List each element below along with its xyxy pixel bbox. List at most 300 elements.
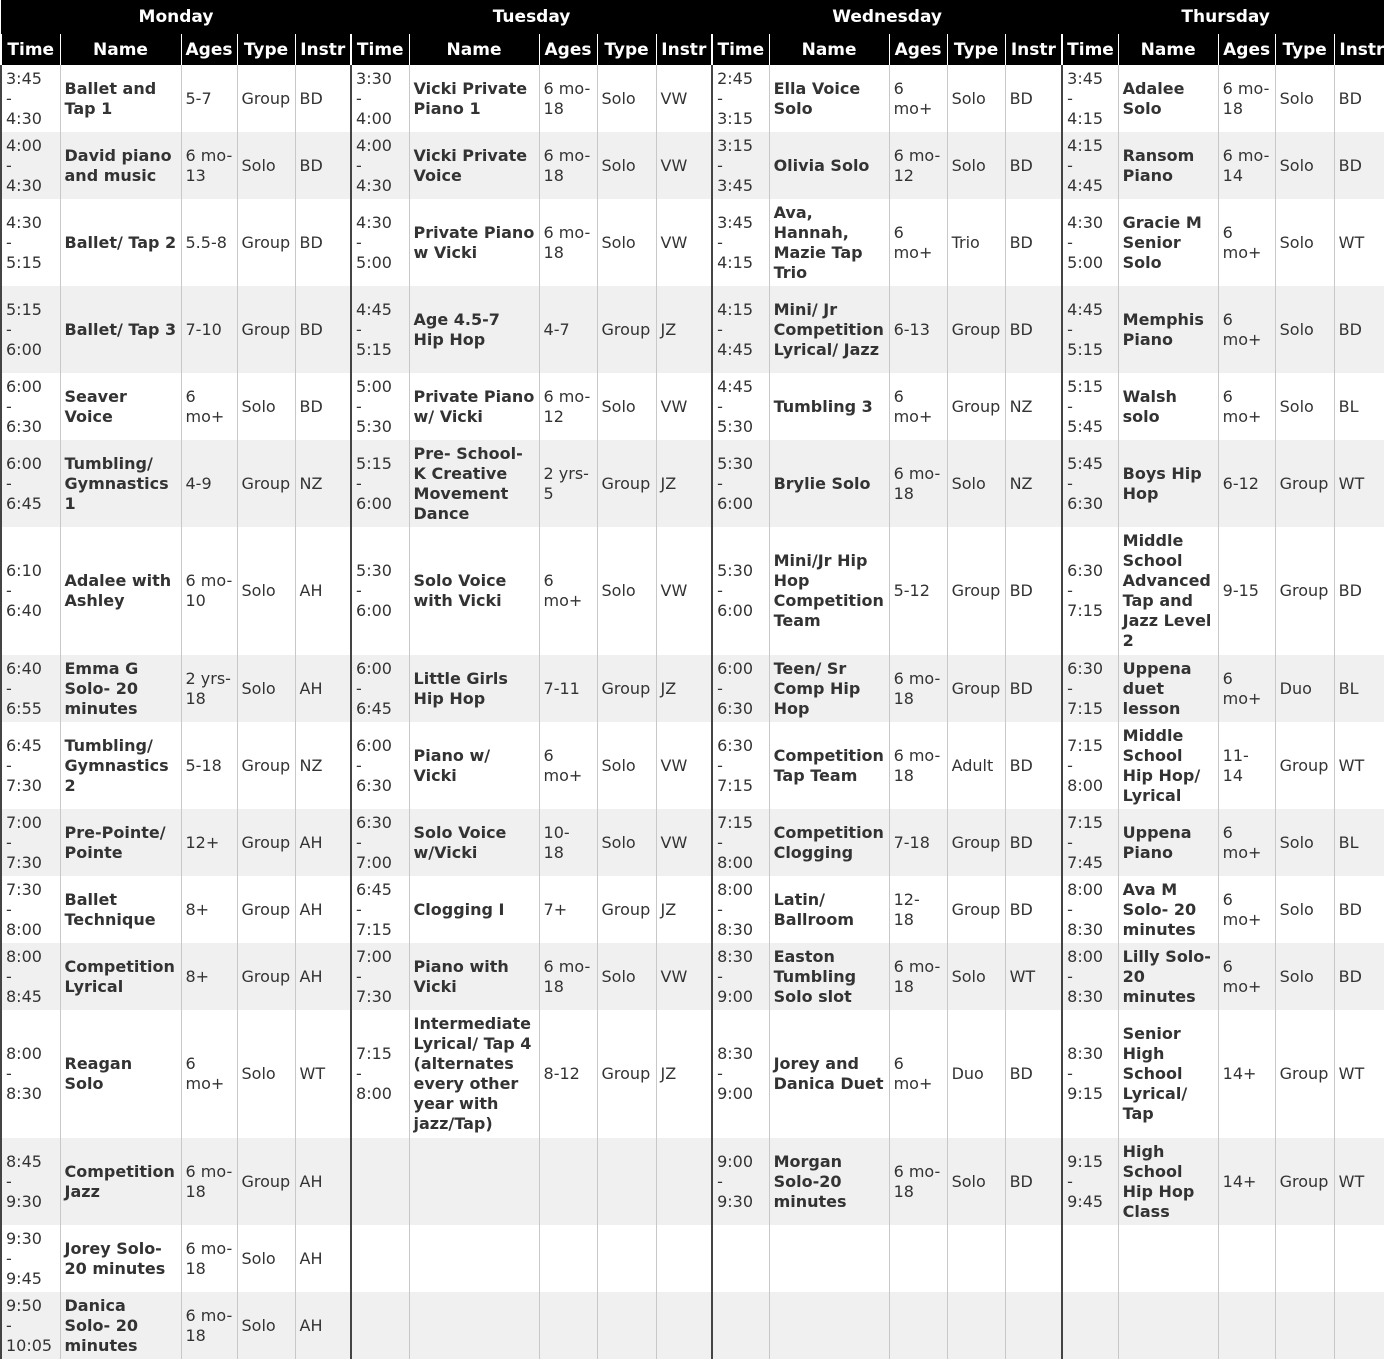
start-time: 5:15 bbox=[6, 299, 42, 319]
class-type-cell: Group bbox=[947, 809, 1005, 876]
class-name-cell: Middle School Advanced Tap and Jazz Level 2 bbox=[1118, 527, 1218, 655]
table-row bbox=[1, 1010, 1384, 1138]
end-time: 6:45 bbox=[6, 493, 42, 513]
class-name-cell: Piano w/ Vicki bbox=[409, 722, 539, 809]
class-time-cell bbox=[1062, 527, 1118, 655]
time-dash: - bbox=[717, 832, 723, 852]
instructor-cell: JZ bbox=[656, 286, 712, 373]
instructor-cell: WT bbox=[295, 1010, 351, 1138]
instructor-cell: BD bbox=[1005, 1010, 1062, 1138]
class-type-cell bbox=[947, 1225, 1005, 1292]
end-time: 6:00 bbox=[356, 493, 392, 513]
class-type-cell: Adult bbox=[947, 722, 1005, 809]
end-time: 3:45 bbox=[717, 175, 754, 195]
class-time-cell bbox=[1, 1010, 60, 1138]
end-time: 7:15 bbox=[717, 775, 754, 795]
instructor-cell: VW bbox=[656, 722, 712, 809]
class-time-cell bbox=[351, 527, 409, 655]
class-type-cell: Solo bbox=[597, 373, 656, 440]
class-name-cell: Ava, Hannah, Mazie Tap Trio bbox=[769, 199, 889, 286]
instructor-cell: AH bbox=[295, 876, 351, 943]
class-ages-cell: 6 mo- 13 bbox=[181, 132, 237, 199]
time-dash: - bbox=[717, 396, 723, 416]
class-name-cell: Clogging I bbox=[409, 876, 539, 943]
class-ages-cell: 4-9 bbox=[181, 440, 237, 527]
class-type-cell: Group bbox=[237, 876, 295, 943]
time-dash: - bbox=[6, 1315, 12, 1335]
start-time: 8:00 bbox=[1067, 879, 1104, 899]
time-dash: - bbox=[6, 88, 12, 108]
instructor-cell bbox=[656, 1292, 712, 1359]
class-ages-cell: 6 mo- 12 bbox=[539, 373, 597, 440]
time-dash: - bbox=[1067, 678, 1073, 698]
class-ages-cell: 6 mo- 18 bbox=[181, 1138, 237, 1225]
time-dash: - bbox=[6, 899, 12, 919]
instructor-cell: NZ bbox=[295, 722, 351, 809]
class-time-cell bbox=[1062, 1225, 1118, 1292]
class-type-cell: Solo bbox=[597, 943, 656, 1010]
start-time: 4:45 bbox=[356, 299, 392, 319]
class-name-cell: Danica Solo- 20 minutes bbox=[60, 1292, 181, 1359]
class-time-cell bbox=[1062, 440, 1118, 527]
class-name-cell: Tumbling 3 bbox=[769, 373, 889, 440]
class-type-cell bbox=[597, 1225, 656, 1292]
end-time: 6:30 bbox=[1067, 493, 1104, 513]
class-ages-cell: 6 mo- 18 bbox=[181, 1225, 237, 1292]
class-time-cell bbox=[1, 1138, 60, 1225]
end-time: 5:30 bbox=[356, 416, 392, 436]
instructor-cell: BD bbox=[295, 199, 351, 286]
col-header-name: Name bbox=[409, 34, 539, 65]
end-time: 8:45 bbox=[6, 986, 42, 1006]
class-name-cell: Olivia Solo bbox=[769, 132, 889, 199]
time-dash: - bbox=[1067, 755, 1073, 775]
class-ages-cell: 6 mo- 18 bbox=[539, 132, 597, 199]
class-type-cell: Solo bbox=[597, 809, 656, 876]
class-ages-cell: 6 mo+ bbox=[1218, 286, 1275, 373]
class-ages-cell bbox=[539, 1225, 597, 1292]
time-dash: - bbox=[6, 1248, 12, 1268]
class-ages-cell: 6 mo- 14 bbox=[1218, 132, 1275, 199]
start-time: 6:00 bbox=[6, 376, 42, 396]
time-dash: - bbox=[356, 678, 362, 698]
class-type-cell: Solo bbox=[237, 527, 295, 655]
time-dash: - bbox=[1067, 966, 1073, 986]
end-time: 5:45 bbox=[1067, 416, 1104, 436]
class-time-cell bbox=[712, 199, 769, 286]
start-time: 3:45 bbox=[6, 68, 42, 88]
class-time-cell bbox=[1062, 286, 1118, 373]
class-ages-cell: 6 mo- 18 bbox=[889, 440, 947, 527]
time-dash: - bbox=[1067, 581, 1073, 600]
end-time: 8:00 bbox=[1067, 775, 1104, 795]
start-time: 9:50 bbox=[6, 1295, 42, 1315]
class-name-cell bbox=[1118, 1225, 1218, 1292]
start-time: 6:30 bbox=[717, 735, 754, 755]
class-type-cell: Solo bbox=[237, 373, 295, 440]
end-time: 6:00 bbox=[6, 339, 42, 359]
class-ages-cell: 6 mo+ bbox=[889, 373, 947, 440]
class-name-cell: Vicki Private Piano 1 bbox=[409, 65, 539, 132]
table-row bbox=[1, 373, 1384, 440]
start-time: 8:30 bbox=[717, 946, 754, 966]
end-time: 4:00 bbox=[356, 108, 392, 128]
class-type-cell: Group bbox=[237, 722, 295, 809]
col-header-ages: Ages bbox=[1218, 34, 1275, 65]
time-dash: - bbox=[356, 755, 362, 775]
class-type-cell: Solo bbox=[597, 199, 656, 286]
class-name-cell: Gracie M Senior Solo bbox=[1118, 199, 1218, 286]
class-name-cell: Competition Clogging bbox=[769, 809, 889, 876]
instructor-cell: BD bbox=[1005, 527, 1062, 655]
col-header-type: Type bbox=[237, 34, 295, 65]
time-dash: - bbox=[717, 232, 723, 252]
instructor-cell: JZ bbox=[656, 1010, 712, 1138]
class-name-cell: Seaver Voice bbox=[60, 373, 181, 440]
class-ages-cell: 6 mo- 18 bbox=[181, 1292, 237, 1359]
start-time: 6:00 bbox=[6, 453, 42, 473]
time-dash: - bbox=[1067, 832, 1073, 852]
class-ages-cell: 12- 18 bbox=[889, 876, 947, 943]
col-header-time: Time bbox=[712, 34, 769, 65]
end-time: 5:00 bbox=[356, 252, 392, 272]
instructor-cell: AH bbox=[295, 943, 351, 1010]
col-header-type: Type bbox=[1275, 34, 1334, 65]
class-time-cell bbox=[1062, 809, 1118, 876]
time-dash: - bbox=[6, 1064, 12, 1083]
end-time: 7:30 bbox=[6, 852, 42, 872]
class-name-cell: Mini/Jr Hip Hop Competition Team bbox=[769, 527, 889, 655]
class-time-cell bbox=[351, 1292, 409, 1359]
start-time: 6:10 bbox=[6, 561, 42, 580]
col-header-instr: Instr bbox=[1005, 34, 1062, 65]
end-time: 5:00 bbox=[1067, 252, 1104, 272]
class-type-cell: Solo bbox=[947, 132, 1005, 199]
class-ages-cell: 6 mo+ bbox=[1218, 199, 1275, 286]
class-type-cell: Group bbox=[237, 440, 295, 527]
class-name-cell: Lilly Solo- 20 minutes bbox=[1118, 943, 1218, 1010]
time-dash: - bbox=[6, 832, 12, 852]
class-ages-cell: 6 mo- 18 bbox=[539, 199, 597, 286]
class-name-cell: Walsh solo bbox=[1118, 373, 1218, 440]
instructor-cell: VW bbox=[656, 373, 712, 440]
end-time: 5:30 bbox=[717, 416, 754, 436]
class-name-cell: Tumbling/ Gymnastics 2 bbox=[60, 722, 181, 809]
class-time-cell bbox=[712, 1138, 769, 1225]
time-dash: - bbox=[6, 678, 12, 698]
time-dash: - bbox=[1067, 88, 1073, 108]
end-time: 9:00 bbox=[717, 1084, 754, 1103]
table-row bbox=[1, 132, 1384, 199]
instructor-cell: AH bbox=[295, 809, 351, 876]
class-time-cell bbox=[1062, 65, 1118, 132]
class-ages-cell: 6 mo- 18 bbox=[889, 1138, 947, 1225]
class-ages-cell: 6 mo+ bbox=[1218, 943, 1275, 1010]
class-ages-cell: 6 mo- 18 bbox=[889, 722, 947, 809]
class-ages-cell: 11- 14 bbox=[1218, 722, 1275, 809]
table-row bbox=[1, 65, 1384, 132]
class-type-cell: Group bbox=[947, 655, 1005, 722]
instructor-cell: JZ bbox=[656, 440, 712, 527]
start-time: 5:00 bbox=[356, 376, 392, 396]
class-time-cell bbox=[1062, 132, 1118, 199]
time-dash: - bbox=[356, 155, 362, 175]
class-ages-cell: 6 mo- 12 bbox=[889, 132, 947, 199]
class-time-cell bbox=[1, 809, 60, 876]
start-time: 7:00 bbox=[6, 812, 42, 832]
class-type-cell: Group bbox=[597, 286, 656, 373]
start-time: 9:15 bbox=[1067, 1151, 1104, 1171]
time-dash: - bbox=[356, 966, 362, 986]
time-dash: - bbox=[356, 473, 362, 493]
class-name-cell: Jorey Solo- 20 minutes bbox=[60, 1225, 181, 1292]
end-time: 7:15 bbox=[1067, 601, 1104, 620]
time-dash: - bbox=[717, 755, 723, 775]
table-row bbox=[1, 199, 1384, 286]
time-dash: - bbox=[717, 678, 723, 698]
class-time-cell bbox=[1, 1225, 60, 1292]
class-name-cell: David piano and music bbox=[60, 132, 181, 199]
day-header-thursday: Thursday bbox=[1062, 0, 1384, 34]
instructor-cell bbox=[1005, 1292, 1062, 1359]
class-type-cell: Solo bbox=[237, 655, 295, 722]
instructor-cell: BD bbox=[295, 132, 351, 199]
end-time: 9:00 bbox=[717, 986, 754, 1006]
instructor-cell: WT bbox=[1334, 440, 1384, 527]
class-type-cell: Solo bbox=[237, 1225, 295, 1292]
time-dash: - bbox=[717, 1171, 723, 1191]
end-time: 8:00 bbox=[356, 1084, 392, 1103]
start-time: 4:30 bbox=[1067, 212, 1104, 232]
end-time: 8:30 bbox=[1067, 986, 1104, 1006]
column-header-row bbox=[1, 34, 1384, 65]
class-ages-cell: 6 mo+ bbox=[539, 527, 597, 655]
start-time: 4:15 bbox=[717, 299, 754, 319]
start-time: 9:30 bbox=[6, 1228, 42, 1248]
instructor-cell: BD bbox=[1005, 65, 1062, 132]
end-time: 3:15 bbox=[717, 108, 754, 128]
start-time: 6:40 bbox=[6, 658, 42, 678]
time-dash: - bbox=[6, 232, 12, 252]
day-header-monday: Monday bbox=[1, 0, 351, 34]
class-time-cell bbox=[351, 809, 409, 876]
instructor-cell: BD bbox=[1005, 1138, 1062, 1225]
class-name-cell: Private Piano w Vicki bbox=[409, 199, 539, 286]
start-time: 5:15 bbox=[356, 453, 392, 473]
class-name-cell: Easton Tumbling Solo slot bbox=[769, 943, 889, 1010]
col-header-ages: Ages bbox=[539, 34, 597, 65]
time-dash: - bbox=[1067, 155, 1073, 175]
class-type-cell: Solo bbox=[1275, 132, 1334, 199]
class-time-cell bbox=[1, 943, 60, 1010]
class-time-cell bbox=[712, 440, 769, 527]
instructor-cell: BD bbox=[1334, 132, 1384, 199]
class-ages-cell: 10- 18 bbox=[539, 809, 597, 876]
class-time-cell bbox=[1, 199, 60, 286]
class-name-cell: Ella Voice Solo bbox=[769, 65, 889, 132]
instructor-cell: BD bbox=[295, 286, 351, 373]
class-type-cell: Group bbox=[947, 286, 1005, 373]
instructor-cell: VW bbox=[656, 809, 712, 876]
instructor-cell: WT bbox=[1334, 1010, 1384, 1138]
class-name-cell: Middle School Hip Hop/ Lyrical bbox=[1118, 722, 1218, 809]
class-ages-cell: 7-10 bbox=[181, 286, 237, 373]
start-time: 6:45 bbox=[6, 735, 42, 755]
end-time: 4:15 bbox=[1067, 108, 1104, 128]
end-time: 6:00 bbox=[717, 493, 754, 513]
class-ages-cell: 6 mo- 18 bbox=[1218, 65, 1275, 132]
time-dash: - bbox=[356, 1064, 362, 1083]
class-type-cell: Solo bbox=[1275, 286, 1334, 373]
class-type-cell: Group bbox=[237, 1138, 295, 1225]
table-row bbox=[1, 286, 1384, 373]
instructor-cell: JZ bbox=[656, 655, 712, 722]
end-time: 6:30 bbox=[717, 698, 754, 718]
class-ages-cell: 8+ bbox=[181, 943, 237, 1010]
start-time: 4:45 bbox=[1067, 299, 1104, 319]
class-ages-cell: 6 mo+ bbox=[181, 373, 237, 440]
end-time: 6:00 bbox=[356, 601, 392, 620]
col-header-ages: Ages bbox=[181, 34, 237, 65]
class-type-cell bbox=[1275, 1292, 1334, 1359]
start-time: 6:45 bbox=[356, 879, 392, 899]
end-time: 4:45 bbox=[717, 339, 754, 359]
start-time: 5:30 bbox=[717, 453, 754, 473]
class-ages-cell: 12+ bbox=[181, 809, 237, 876]
instructor-cell: NZ bbox=[295, 440, 351, 527]
col-header-name: Name bbox=[60, 34, 181, 65]
class-name-cell: Adalee with Ashley bbox=[60, 527, 181, 655]
class-ages-cell bbox=[1218, 1225, 1275, 1292]
class-ages-cell bbox=[1218, 1292, 1275, 1359]
class-time-cell bbox=[1062, 655, 1118, 722]
class-ages-cell: 6-12 bbox=[1218, 440, 1275, 527]
start-time: 3:15 bbox=[717, 135, 754, 155]
class-type-cell: Group bbox=[597, 440, 656, 527]
class-type-cell bbox=[597, 1138, 656, 1225]
time-dash: - bbox=[6, 1171, 12, 1191]
class-ages-cell: 6 mo- 10 bbox=[181, 527, 237, 655]
class-time-cell bbox=[712, 1225, 769, 1292]
time-dash: - bbox=[717, 473, 723, 493]
instructor-cell bbox=[1334, 1225, 1384, 1292]
class-type-cell: Solo bbox=[1275, 809, 1334, 876]
start-time: 8:00 bbox=[6, 1044, 42, 1063]
instructor-cell: BD bbox=[295, 373, 351, 440]
class-ages-cell: 6 mo+ bbox=[181, 1010, 237, 1138]
class-name-cell: Solo Voice with Vicki bbox=[409, 527, 539, 655]
class-name-cell: Senior High School Lyrical/ Tap bbox=[1118, 1010, 1218, 1138]
table-row bbox=[1, 722, 1384, 809]
instructor-cell: JZ bbox=[656, 876, 712, 943]
time-dash: - bbox=[1067, 232, 1073, 252]
col-header-name: Name bbox=[1118, 34, 1218, 65]
table-row bbox=[1, 1292, 1384, 1359]
class-name-cell: High School Hip Hop Class bbox=[1118, 1138, 1218, 1225]
start-time: 4:30 bbox=[356, 212, 392, 232]
class-type-cell bbox=[947, 1292, 1005, 1359]
class-name-cell: Pre- School- K Creative Movement Dance bbox=[409, 440, 539, 527]
start-time: 7:15 bbox=[1067, 812, 1104, 832]
start-time: 6:00 bbox=[356, 735, 392, 755]
class-ages-cell: 6 mo+ bbox=[1218, 876, 1275, 943]
start-time: 6:00 bbox=[356, 658, 392, 678]
class-type-cell: Solo bbox=[947, 1138, 1005, 1225]
instructor-cell: BD bbox=[1334, 65, 1384, 132]
col-header-name: Name bbox=[769, 34, 889, 65]
class-name-cell: Jorey and Danica Duet bbox=[769, 1010, 889, 1138]
class-name-cell: Ballet Technique bbox=[60, 876, 181, 943]
class-time-cell bbox=[712, 876, 769, 943]
class-time-cell bbox=[1062, 1292, 1118, 1359]
class-name-cell bbox=[769, 1225, 889, 1292]
class-time-cell bbox=[1, 286, 60, 373]
class-ages-cell: 5.5-8 bbox=[181, 199, 237, 286]
start-time: 4:15 bbox=[1067, 135, 1104, 155]
end-time: 9:30 bbox=[6, 1191, 42, 1211]
class-time-cell bbox=[712, 527, 769, 655]
class-ages-cell: 6 mo+ bbox=[539, 722, 597, 809]
class-type-cell: Solo bbox=[947, 65, 1005, 132]
end-time: 10:05 bbox=[6, 1335, 53, 1355]
class-time-cell bbox=[1062, 876, 1118, 943]
instructor-cell: VW bbox=[656, 199, 712, 286]
class-type-cell: Group bbox=[237, 286, 295, 373]
end-time: 4:30 bbox=[356, 175, 392, 195]
instructor-cell: BD bbox=[1005, 655, 1062, 722]
class-time-cell bbox=[712, 132, 769, 199]
end-time: 8:30 bbox=[6, 1084, 42, 1103]
class-time-cell bbox=[1062, 373, 1118, 440]
class-name-cell: Competition Lyrical bbox=[60, 943, 181, 1010]
class-ages-cell: 7-18 bbox=[889, 809, 947, 876]
time-dash: - bbox=[1067, 319, 1073, 339]
class-time-cell bbox=[351, 943, 409, 1010]
instructor-cell: AH bbox=[295, 655, 351, 722]
class-name-cell: Ballet and Tap 1 bbox=[60, 65, 181, 132]
start-time: 5:45 bbox=[1067, 453, 1104, 473]
class-time-cell bbox=[1, 876, 60, 943]
class-time-cell bbox=[712, 1010, 769, 1138]
class-time-cell bbox=[351, 132, 409, 199]
class-name-cell: Latin/ Ballroom bbox=[769, 876, 889, 943]
time-dash: - bbox=[1067, 1064, 1073, 1083]
class-type-cell: Solo bbox=[597, 722, 656, 809]
class-type-cell: Group bbox=[237, 943, 295, 1010]
start-time: 8:00 bbox=[6, 946, 42, 966]
class-time-cell bbox=[1, 1292, 60, 1359]
end-time: 6:00 bbox=[717, 601, 754, 620]
class-name-cell: Uppena duet lesson bbox=[1118, 655, 1218, 722]
class-time-cell bbox=[1, 527, 60, 655]
end-time: 9:45 bbox=[1067, 1191, 1104, 1211]
class-time-cell bbox=[351, 1010, 409, 1138]
class-name-cell: Piano with Vicki bbox=[409, 943, 539, 1010]
class-type-cell: Solo bbox=[597, 132, 656, 199]
end-time: 7:00 bbox=[356, 852, 392, 872]
start-time: 3:45 bbox=[1067, 68, 1104, 88]
start-time: 2:45 bbox=[717, 68, 754, 88]
class-type-cell: Duo bbox=[1275, 655, 1334, 722]
class-name-cell bbox=[769, 1292, 889, 1359]
class-ages-cell: 6 mo- 18 bbox=[539, 65, 597, 132]
end-time: 4:45 bbox=[1067, 175, 1104, 195]
time-dash: - bbox=[356, 899, 362, 919]
class-time-cell bbox=[1062, 1138, 1118, 1225]
class-ages-cell: 7+ bbox=[539, 876, 597, 943]
time-dash: - bbox=[356, 232, 362, 252]
instructor-cell: BL bbox=[1334, 809, 1384, 876]
